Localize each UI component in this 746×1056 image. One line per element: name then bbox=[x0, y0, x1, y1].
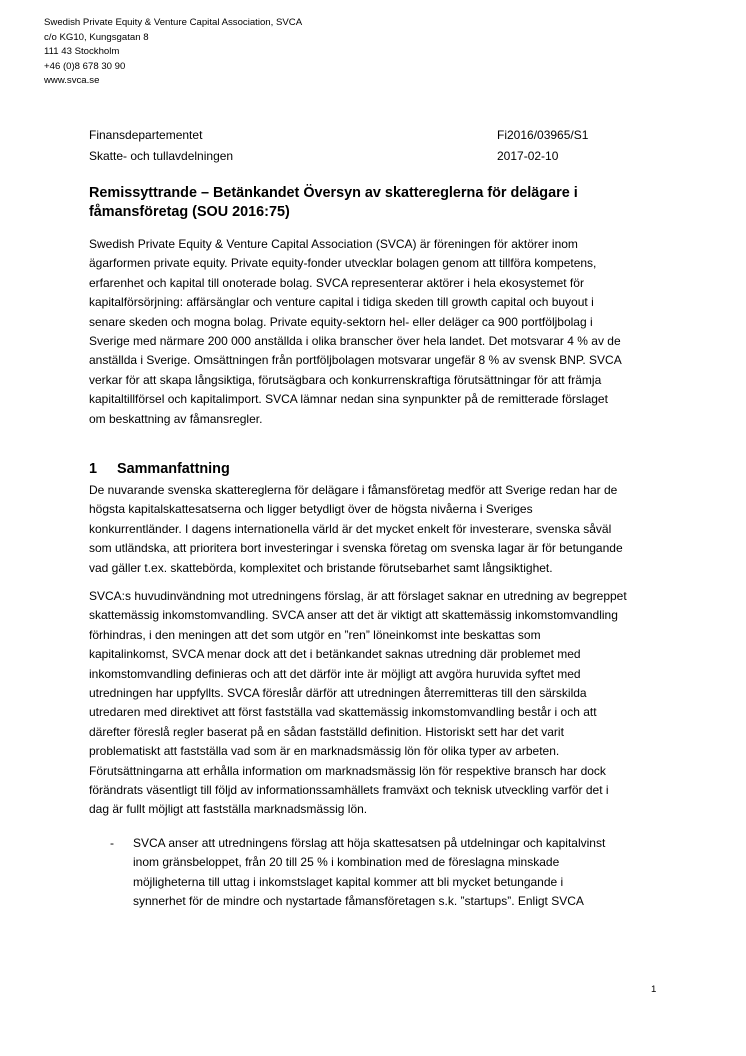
section-heading bbox=[89, 460, 230, 478]
sender-line: 111 43 Stockholm bbox=[44, 46, 120, 58]
document-date: 2017-02-10 bbox=[497, 148, 559, 163]
sender-line: c/o KG10, Kungsgatan 8 bbox=[44, 31, 149, 43]
summary-paragraph-2 bbox=[89, 587, 669, 820]
text-line: därefter föreslå regler baserat på en sådan fastställd definition. Historiskt sett har det varit bbox=[89, 724, 564, 739]
text-line: möjligheterna till uttag i inkomstslaget kapital kommer att bli mycket betungande i bbox=[133, 874, 564, 889]
page-number: 1 bbox=[651, 984, 657, 995]
text-line: utredaren med direktivet att först fastställa vad skattemässig inkomstomvandling består i och att bbox=[89, 705, 597, 720]
text-line: dag är fullt möjligt att fastställa marknadsmässig lön. bbox=[89, 802, 368, 817]
text-line: om beskattning av fåmansregler. bbox=[89, 411, 263, 426]
text-line: senare skeden och mogna bolag. Private equity-sektorn hel- eller deläger ca 900 portföljbolag i bbox=[89, 314, 593, 329]
sender-line: +46 (0)8 678 30 90 bbox=[44, 60, 126, 72]
text-line: Förutsättningarna att erhålla information om marknadsmässig lön för respektive bransch har dock bbox=[89, 763, 606, 778]
intro-paragraph bbox=[89, 235, 669, 429]
recipient-block bbox=[89, 125, 233, 166]
sender-line: www.svca.se bbox=[44, 75, 100, 87]
document-title: Remissyttrande – Betänkandet Översyn av skattereglerna för delägare i fåmansföretag (SOU 2016:75) bbox=[89, 185, 578, 220]
text-line: De nuvarande svenska skattereglerna för delägare i fåmansföretag medför att Sverige redan har de bbox=[89, 483, 618, 497]
text-line: högsta kapitalskattesatserna och ligger betydligt över de högsta nivåerna i Sveriges bbox=[89, 502, 533, 517]
text-line: vad gäller t.ex. skattebörda, komplexitet och bristande förutsebarhet samt långsiktighet. bbox=[89, 560, 553, 575]
section-number: 1 bbox=[89, 461, 98, 477]
text-line: utredningen har uppfyllts. SVCA föreslår därför att utredningen återremitteras till den särskilda bbox=[89, 686, 587, 701]
text-line: konkurrentländer. I dagens internationella värld är det mycket enkelt för investerare, svenska såväl bbox=[89, 521, 612, 536]
bullet-text bbox=[133, 834, 605, 912]
bullet-marker: - bbox=[110, 836, 114, 850]
text-line: förhindras, i den meningen att det som utgör en ”ren” löneinkomst inte beskattas som bbox=[89, 627, 541, 642]
text-line: kapitaltillförsel och kapitalimport. SVCA lämnar nedan sina synpunkter på de remitterade förslaget bbox=[89, 392, 608, 407]
text-line: kapitalförsörjning: affärsänglar och venture capital i tidiga skeden till growth capital och buyout i bbox=[89, 295, 594, 310]
text-line: Swedish Private Equity & Venture Capital Association (SVCA) är föreningen för aktörer inom bbox=[89, 237, 578, 251]
reference-number: Fi2016/03965/S1 bbox=[497, 128, 589, 142]
text-line: ägarformen private equity. Private equity-fonder utvecklar bolagen genom att tillföra kompetens, bbox=[89, 256, 597, 271]
text-line: SVCA:s huvudinvändning mot utredningens förslag, är att förslaget saknar en utredning av begreppet bbox=[89, 589, 627, 603]
text-line: kapitalinkomst, SVCA menar dock att det i betänkandet saknas utredning där problemet med bbox=[89, 647, 581, 662]
text-line: erfarenhet och kapital till onoterade bolag. SVCA representerar aktörer i hela ekosystemet för bbox=[89, 275, 584, 290]
recipient-line: Skatte- och tullavdelningen bbox=[89, 148, 234, 163]
sender-line: Swedish Private Equity & Venture Capital Association, SVCA bbox=[44, 17, 303, 28]
summary-paragraph-1 bbox=[89, 481, 669, 578]
reference-block bbox=[497, 125, 588, 166]
text-line: skattemässig inkomstomvandling. SVCA anser att det är viktigt att skattemässig inkomstomvandling bbox=[89, 608, 618, 623]
text-line: verkar för att skapa långsiktiga, förutsägbara och konkurrenskraftiga förutsättningar för att främja bbox=[89, 372, 602, 387]
text-line: synnerhet för de mindre och nystartade fåmansföretagen s.k. ”startups”. Enligt SVCA bbox=[133, 894, 584, 909]
text-line: inom gränsbeloppet, från 20 till 25 % i kombination med de föreslagna minskade bbox=[133, 855, 560, 870]
sender-address-block bbox=[44, 16, 302, 89]
section-title: Sammanfattning bbox=[117, 461, 230, 477]
text-line: som utländska, att prioritera bort investeringar i svenska företag om svenska lagar är för betungande bbox=[89, 541, 623, 556]
text-line: anställda i Sverige. Omsättningen från portföljbolagen motsvarar ungefär 8 % av svensk BNP. SVCA bbox=[89, 353, 622, 368]
text-line: inkomstomvandling definieras och att det därför inte är möjligt att avgöra huruvida syftet med bbox=[89, 666, 581, 681]
text-line: problematiskt att fastställa vad som är en marknadsmässig lön för olika typer av arbeten. bbox=[89, 744, 560, 759]
text-line: SVCA anser att utredningens förslag att höja skattesatsen på utdelningar och kapitalvinst bbox=[133, 836, 606, 850]
recipient-line: Finansdepartementet bbox=[89, 128, 203, 142]
text-line: förändrats väsentligt till följd av informationssamhällets framväxt och teknisk utveckling varför det i bbox=[89, 783, 609, 798]
text-line: Sverige med närmare 200 000 anställda i olika branscher över hela landet. Det motsvarar 4 % av de bbox=[89, 334, 621, 349]
